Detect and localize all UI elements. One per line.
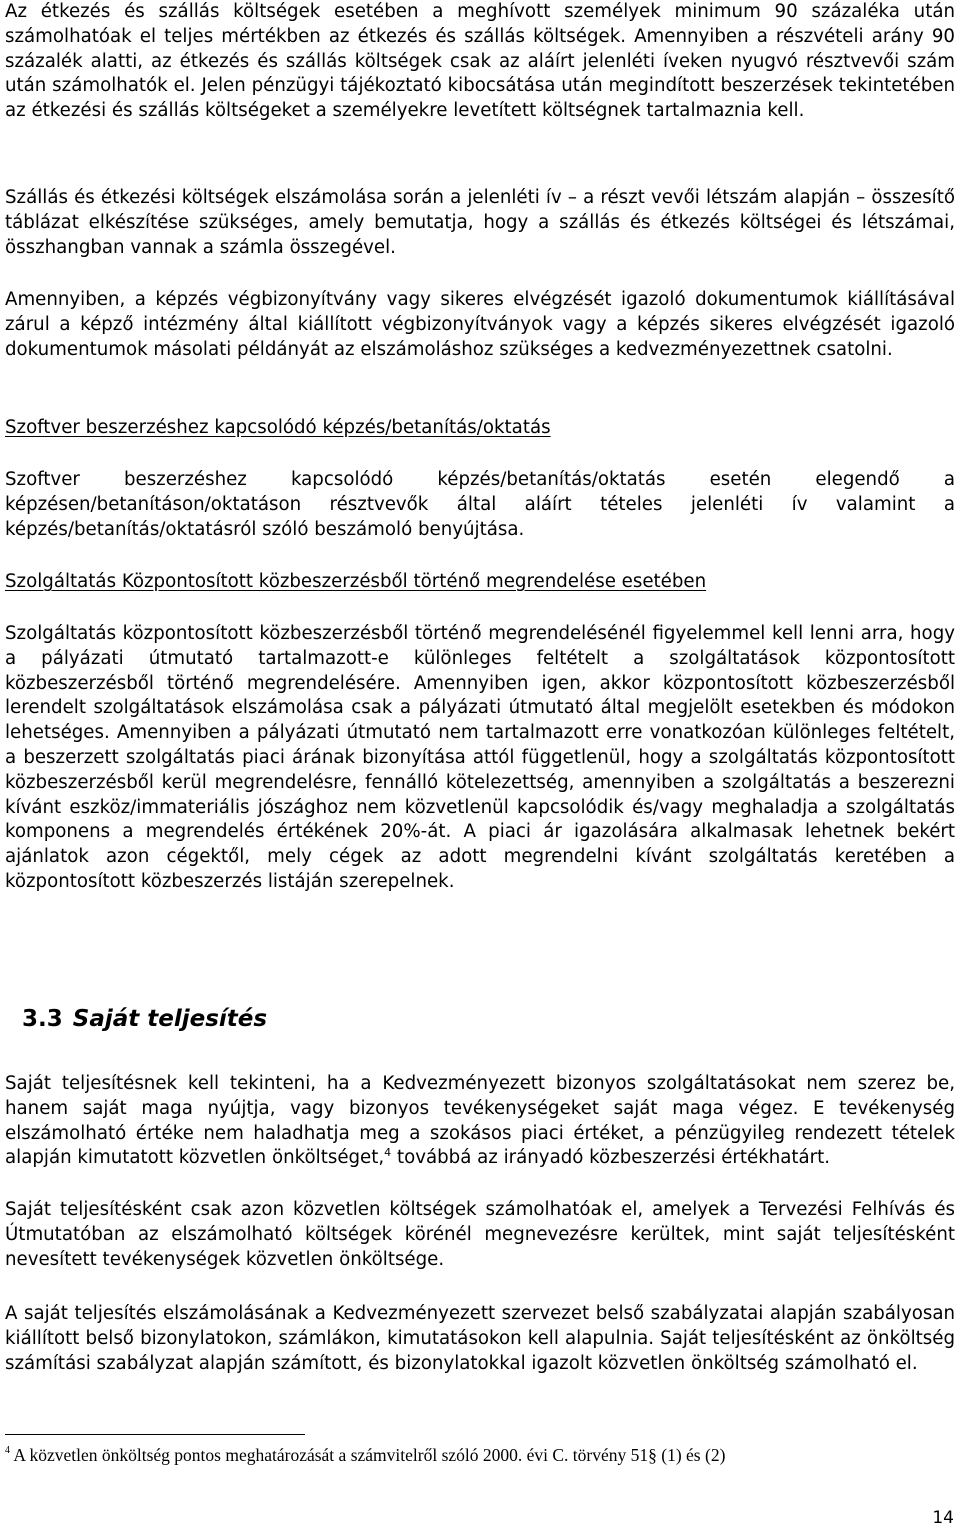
paragraph-own-performance-costs: Saját teljesítésként csak azon közvetlen költségek számolhatóak el, amelyek a Tervezési Felhívás és Útmutatóban az elszámolható költségek körénél megnevezésre kerültek, mint saját teljesítésként nevesített tevékenységek közvetlen önköltsége. bbox=[5, 1199, 955, 1270]
subheading-central-procurement: Szolgáltatás Központosított közbeszerzésből történő megrendelése esetében bbox=[5, 571, 707, 592]
paragraph-own-performance-accounting: A saját teljesítés elszámolásának a Kedvezményezett szervezet belső szabályzatai alapján szabályosan kiállított belső bizonylatokon, számlákon, kimutatásokon kell alapulnia. Saját teljesítésként az önköltség számítási szabályzat alapján számított, és bizonylatokkal igazolt közvetlen önköltség számolható el. bbox=[5, 1303, 955, 1374]
page-number: 14 bbox=[932, 1508, 954, 1528]
paragraph-own-performance-definition bbox=[5, 1072, 955, 1171]
footnote-reference[interactable]: 4 bbox=[384, 1146, 392, 1160]
section-number: 3.3 bbox=[22, 1006, 63, 1032]
paragraph-own-performance-text: Saját teljesítésnek kell tekinteni, ha a Kedvezményezett bizonyos szolgáltatásokat nem szerez be, hanem saját maga nyújtja, vagy bizonyos tevékenységeket saját maga végez. E tevékenység elszámolható értéke nem haladhatja meg a szokásos piaci értéket, a pénzügyileg rendezett tételek alapján kimutatott közvetlen önköltséget, bbox=[5, 1073, 955, 1169]
paragraph-software-training: Szoftver beszerzéshez kapcsolódó képzés/betanítás/oktatás esetén elegendő a képzésen/betanításon/oktatáson résztvevők által aláírt tételes jelenléti ív valamint a képzés/betanítás/oktatásról szóló beszámoló benyújtása. bbox=[5, 469, 955, 540]
paragraph-central-procurement: Szolgáltatás központosított közbeszerzésből történő megrendelésénél figyelemmel kell lenni arra, hogy a pályázati útmutató tartalmazott-e különleges feltételt a szolgáltatások központosított közbeszerzésből történő megrendelésére. Amennyiben igen, akkor központosított közbeszerzésből lerendelt szolgáltatások elszámolása csak a pályázati útmutató által megjelölt esetekben és módokon lehetséges. Amennyiben a pályázati útmutató nem tartalmazott erre vonatkozóan különleges feltételt, a beszerzett szolgáltatás piaci árának bizonyítása attól függetlenül, hogy a szolgáltatás központosított közbeszerzésből kerül megrendelésre, fennálló kötelezettség, amennyiben a szolgáltatás a beszerezni kívánt eszköz/immateriális jószághoz nem közvetlenül kapcsolódik és/vagy meghaladja a szolgáltatás komponens a megrendelés értékének 20%-át. A piaci ár igazolására alkalmasak lehetnek bekért ajánlatok azon cégektől, mely cégek az adott megrendelni kívánt szolgáltatás keretében a központosított közbeszerzés listáján szerepelnek. bbox=[5, 623, 955, 892]
footnote-number: 4 bbox=[5, 1445, 10, 1456]
footnote-separator bbox=[5, 1434, 305, 1435]
subheading-software-training: Szoftver beszerzéshez kapcsolódó képzés/betanítás/oktatás bbox=[5, 417, 551, 438]
paragraph-own-performance-text-end: továbbá az irányadó közbeszerzési értékhatárt. bbox=[391, 1147, 831, 1169]
paragraph-training-certificate: Amennyiben, a képzés végbizonyítvány vagy sikeres elvégzését igazoló dokumentumok kiállításával zárul a képző intézmény által kiállított végbizonyítványok vagy a képzés sikeres elvégzését igazoló dokumentumok másolati példányát az elszámoláshoz szükséges a kedvezményezettnek csatolni. bbox=[5, 289, 955, 360]
section-title: Saját teljesítés bbox=[72, 1006, 268, 1032]
paragraph-attendance-summary: Szállás és étkezési költségek elszámolása során a jelenléti ív – a részt vevői létszám alapján – összesítő táblázat elkészítése szükséges, amely bemutatja, hogy a szállás és étkezés költségei és létszámai, összhangban vannak a számla összegével. bbox=[5, 187, 955, 258]
footnote-text: A közvetlen önköltség pontos meghatározását a számvitelről szóló 2000. évi C. törvény 51§ (1) és (2) bbox=[13, 1445, 726, 1465]
paragraph-meal-accommodation-costs: Az étkezés és szállás költségek esetében a meghívott személyek minimum 90 százaléka után számolhatóak el teljes mértékben az étkezés és szállás költségek. Amennyiben a részvételi arány 90 százalék alatti, az étkezés és szállás költségek csak az aláírt jelenléti íveken nyugvó résztvevői szám után számolhatók el. Jelen pénzügyi tájékoztató kibocsátása után megindított beszerzések tekintetében az étkezési és szállás költségeket a személyekre levetített költségnek tartalmaznia kell. bbox=[5, 1, 955, 122]
section-heading bbox=[5, 1006, 267, 1032]
footnote bbox=[5, 1444, 955, 1466]
